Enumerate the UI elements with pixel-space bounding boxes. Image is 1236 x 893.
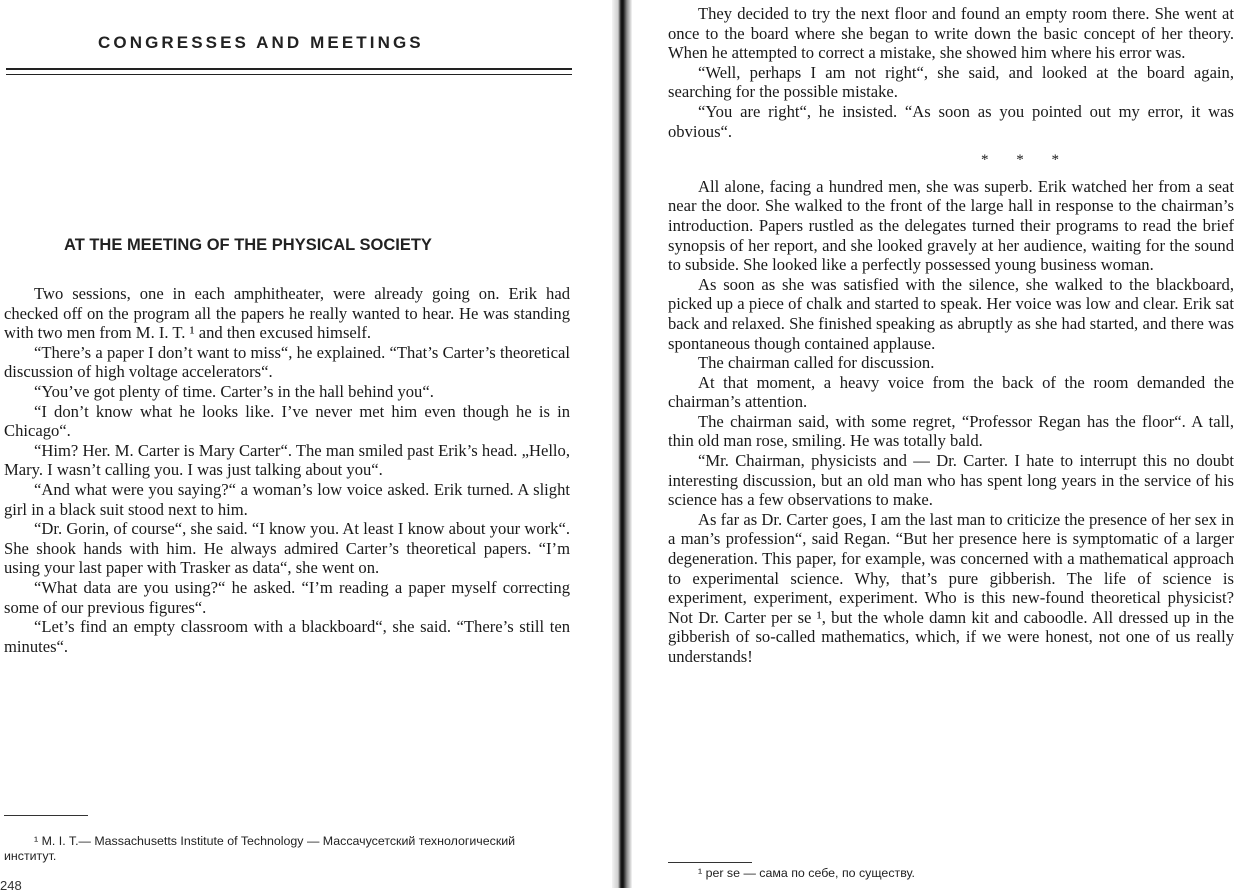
header-rule-thin — [6, 74, 572, 75]
left-page — [0, 0, 612, 893]
left-body-text — [4, 284, 570, 656]
paragraph: As soon as she was satisfied with the silence, she walked to the blackboard, picked up a piece of chalk and started to speak. Her voice was low and clear. Erik sat back and relaxed. She finished speaking as abruptly as she had started, and there was spontaneous though contained applause. — [668, 274, 1234, 353]
paragraph: All alone, facing a hundred men, she was superb. Erik watched her from a seat near the door. She walked to the front of the large hall in response to the chairman’s introduction. Papers rustled as the delegates turned their programs to read the brief synopsis of her report, and she looked gravely at her audience, waiting for the sound to subside. She looked like a perfectly possessed young business woman. — [668, 176, 1234, 275]
right-page — [632, 0, 1236, 888]
paragraph: “Well, perhaps I am not right“, she said, and looked at the board again, searching for the possible mistake. — [668, 62, 1234, 102]
paragraph: “Let’s find an empty classroom with a blackboard“, she said. “There’s still ten minutes“. — [4, 617, 570, 656]
page-number: 248 — [0, 878, 22, 893]
paragraph: They decided to try the next floor and found an empty room there. She went at once to the board where she began to write down the basic concept of her theory. When he attempted to correct a mistake, she showed him where his error was. — [668, 4, 1234, 63]
paragraph: “And what were you saying?“ a woman’s low voice asked. Erik turned. A slight girl in a black suit stood next to him. — [4, 479, 570, 519]
section-separator: * * * — [981, 152, 1071, 169]
paragraph: The chairman said, with some regret, “Professor Regan has the floor“. A tall, thin old man rose, smiling. He was totally bald. — [668, 411, 1234, 451]
paragraph: “Him? Her. M. Carter is Mary Carter“. The man smiled past Erik’s head. „Hello, Mary. I wasn’t calling you. I was just talking about you“. — [4, 440, 570, 480]
paragraph: “What data are you using?“ he asked. “I’m reading a paper myself correcting some of our previous figures“. — [4, 577, 570, 617]
footnote-rule — [668, 862, 752, 863]
footnote: ¹ per se — сама по себе, по существу. — [698, 866, 915, 880]
paragraph: The chairman called for discussion. — [698, 353, 935, 373]
paragraph: “Mr. Chairman, physicists and — Dr. Carter. I hate to interrupt this no doubt interesting discussion, but an old man who has spent long years in the service of his science has a few observations to make. — [668, 451, 1234, 510]
footnote-rule — [4, 815, 88, 816]
paragraph: “You are right“, he insisted. “As soon as you pointed out my error, it was obvious“. — [668, 101, 1234, 141]
paragraph: “I don’t know what he looks like. I’ve never met him even though he is in Chicago“. — [4, 401, 570, 441]
paragraph: Two sessions, one in each amphitheater, were already going on. Erik had checked off on the program all the papers he really wanted to hear. He was standing with two men from M. I. T. ¹ and then excused himself. — [4, 284, 570, 343]
book-spine-gutter — [612, 0, 632, 888]
running-header: CONGRESSES AND MEETINGS — [98, 33, 424, 52]
article-title: AT THE MEETING OF THE PHYSICAL SOCIETY — [64, 236, 432, 254]
footnote: ¹ M. I. T.— Massachusetts Institute of Technology — Массачусетский технологический институт. — [4, 834, 516, 863]
paragraph: “Dr. Gorin, of course“, she said. “I know you. At least I know about your work“. She shook hands with him. He always admired Carter’s theoretical papers. “I’m using your last paper with Trasker as data“, she went on. — [4, 519, 570, 578]
header-rule — [6, 68, 572, 70]
paragraph: At that moment, a heavy voice from the back of the room demanded the chairman’s attention. — [668, 372, 1234, 412]
paragraph: As far as Dr. Carter goes, I am the last man to criticize the presence of her sex in a man’s profession“, said Regan. “But her presence here is symptomatic of a larger degeneration. This paper, for example, was concerned with a mathematical approach to experimental science. Why, that’s pure gibberish. The life of science is experiment, experiment, experiment. Who is this new-found theoretical physicist? Not Dr. Carter per se ¹, but the whole damn kit and caboodle. All dressed up in the gibberish of so-called mathematics, which, if we were honest, not one of us really understands! — [668, 509, 1234, 666]
right-body-text — [668, 4, 1234, 667]
paragraph: “There’s a paper I don’t want to miss“, he explained. “That’s Carter’s theoretical discussion of high voltage accelerators“. — [4, 342, 570, 382]
paragraph: “You’ve got plenty of time. Carter’s in the hall behind you“. — [34, 381, 434, 401]
